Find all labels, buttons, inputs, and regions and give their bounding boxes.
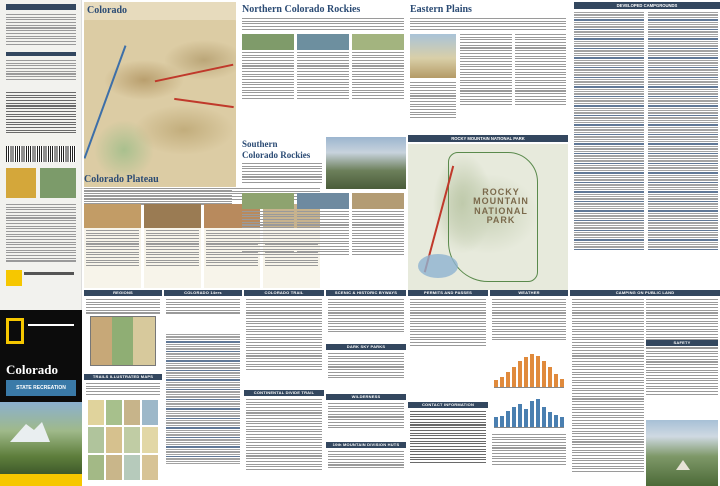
rmnp-map-label: [466, 188, 536, 226]
safety-text: [646, 348, 718, 395]
fourteeners-table: [166, 334, 240, 464]
colorado-trail-text: [246, 299, 322, 370]
section-title-southern-line1: Southern: [242, 139, 278, 149]
snowy-peak-shape: [10, 422, 50, 442]
contact-text: [410, 411, 486, 463]
card-photo: [352, 34, 404, 50]
publisher-line: [28, 324, 74, 326]
plateau-card: [84, 204, 141, 288]
rmnp-map: [408, 144, 568, 290]
rmnp-label-line-1: ROCKY: [482, 187, 520, 197]
eastern-cards: [460, 34, 566, 134]
cover-photo: [0, 402, 82, 474]
eastern-card-left: [410, 82, 456, 118]
rmnp-header: ROCKY MOUNTAIN NATIONAL PARK: [408, 135, 568, 142]
tent-shape: [676, 460, 690, 470]
dark-sky-text: [328, 353, 404, 378]
statewide-relief-map: [84, 2, 236, 187]
northern-card: [242, 34, 294, 134]
lnt-text: [6, 60, 76, 80]
rmnp-label-line-4: PARK: [486, 215, 516, 226]
card-photo: [297, 193, 349, 209]
colorado-trail-panel: [244, 290, 324, 486]
developed-campgrounds-table: [570, 0, 720, 296]
byways-header: SCENIC & HISTORIC BYWAYS: [326, 290, 406, 296]
southern-rockies-section: [240, 137, 406, 289]
card-photo: [352, 193, 404, 209]
card-photo: [297, 34, 349, 50]
spine-title-line: [24, 272, 74, 275]
cover-yellow-band: [0, 474, 82, 486]
huts-text: [328, 451, 404, 468]
eastern-card: [515, 34, 567, 134]
section-title-colorado: Colorado: [87, 5, 127, 16]
rmnp-label-line-3: NATIONAL: [474, 205, 528, 216]
regions-text: [86, 299, 160, 314]
fourteeners-text: [166, 299, 240, 314]
camping-text-1: [572, 299, 644, 472]
eastern-plains-section: [408, 0, 568, 134]
legend-header-bar: [6, 4, 76, 10]
northern-card: [297, 34, 349, 134]
weather-header: WEATHER: [490, 290, 568, 296]
leave-no-trace-bar: [6, 52, 76, 56]
wilderness-text: [328, 403, 404, 428]
section-title-northern-rockies: Northern Colorado Rockies: [242, 4, 361, 15]
northern-card: [352, 34, 404, 134]
card-photo: [84, 204, 141, 228]
cdt-header: CONTINENTAL DIVIDE TRAIL: [244, 390, 324, 396]
trails-maps-text: [86, 383, 160, 395]
campgrounds-header: DEVELOPED CAMPGROUNDS: [574, 2, 720, 9]
catalog-thumb-1: [6, 168, 36, 198]
catalog-thumb-2: [40, 168, 76, 198]
rmnp-label-line-2: MOUNTAIN: [473, 196, 529, 207]
barcode: [6, 146, 76, 162]
byways-panel: [326, 290, 406, 486]
southern-rockies-photo: [326, 137, 406, 189]
campgrounds-col-2: [648, 12, 718, 250]
trails-maps-header: TRAILS ILLUSTRATED MAPS: [84, 374, 162, 380]
card-photo: [242, 193, 294, 209]
permits-header: PERMITS AND PASSES: [408, 290, 488, 296]
regions-panel: [84, 290, 162, 486]
weather-panel: [490, 290, 568, 486]
southern-intro-text: [242, 163, 322, 183]
contact-header: CONTACT INFORMATION: [408, 402, 488, 408]
card-photo: [144, 204, 201, 228]
permits-text: [410, 299, 486, 346]
southern-cards: [242, 193, 404, 289]
card-photo: [242, 34, 294, 50]
lake-shape: [418, 254, 458, 278]
plateau-card: [144, 204, 201, 288]
cover-panel: [0, 310, 82, 486]
northern-cards: [242, 34, 404, 134]
safety-header: SAFETY: [646, 340, 718, 346]
section-title-southern-line2: Colorado Rockies: [242, 150, 311, 160]
colorado-trail-header: COLORADO TRAIL: [244, 290, 324, 296]
regions-header: REGIONS: [84, 290, 162, 296]
regions-mini-map: [90, 316, 156, 366]
campgrounds-col-1: [574, 12, 644, 250]
eastern-plains-photo: [410, 34, 456, 78]
ng-badge: [6, 270, 22, 286]
campsite-photo: [646, 420, 718, 486]
section-title-eastern-plains: Eastern Plains: [410, 4, 472, 15]
legend-symbols: [6, 92, 76, 133]
northern-intro-text: [242, 18, 404, 30]
cover-title: Colorado: [6, 362, 58, 377]
national-geographic-logo: [6, 318, 24, 344]
weather-chart-2: [494, 394, 564, 428]
legend-text-block: [6, 14, 76, 45]
dark-sky-header: DARK SKY PARKS: [326, 344, 406, 350]
eastern-intro-text: [410, 18, 566, 30]
permits-panel: [408, 290, 488, 486]
state-recreation-badge: STATE RECREATION: [6, 380, 76, 396]
cdt-text: [246, 399, 322, 470]
section-title-colorado-plateau: Colorado Plateau: [84, 174, 159, 185]
fourteeners-header: COLORADO 14ers: [164, 290, 242, 296]
northern-rockies-section: [240, 0, 406, 135]
fourteeners-panel: [164, 290, 242, 486]
byways-text: [328, 299, 404, 332]
wilderness-header: WILDERNESS: [326, 394, 406, 400]
huts-header: 10th MOUNTAIN DIVISION HUTS: [326, 442, 406, 448]
weather-text: [492, 299, 566, 340]
camping-public-land-panel: [570, 290, 720, 486]
map-catalog: [88, 400, 158, 480]
camping-public-land-header: CAMPING ON PUBLIC LAND: [570, 290, 720, 296]
catalog-text: [6, 204, 76, 262]
weather-text-2: [492, 434, 566, 465]
weather-chart-1: [494, 354, 564, 388]
southern-card: [352, 193, 404, 289]
southern-card: [242, 193, 294, 289]
southern-card: [297, 193, 349, 289]
eastern-card: [460, 34, 512, 134]
